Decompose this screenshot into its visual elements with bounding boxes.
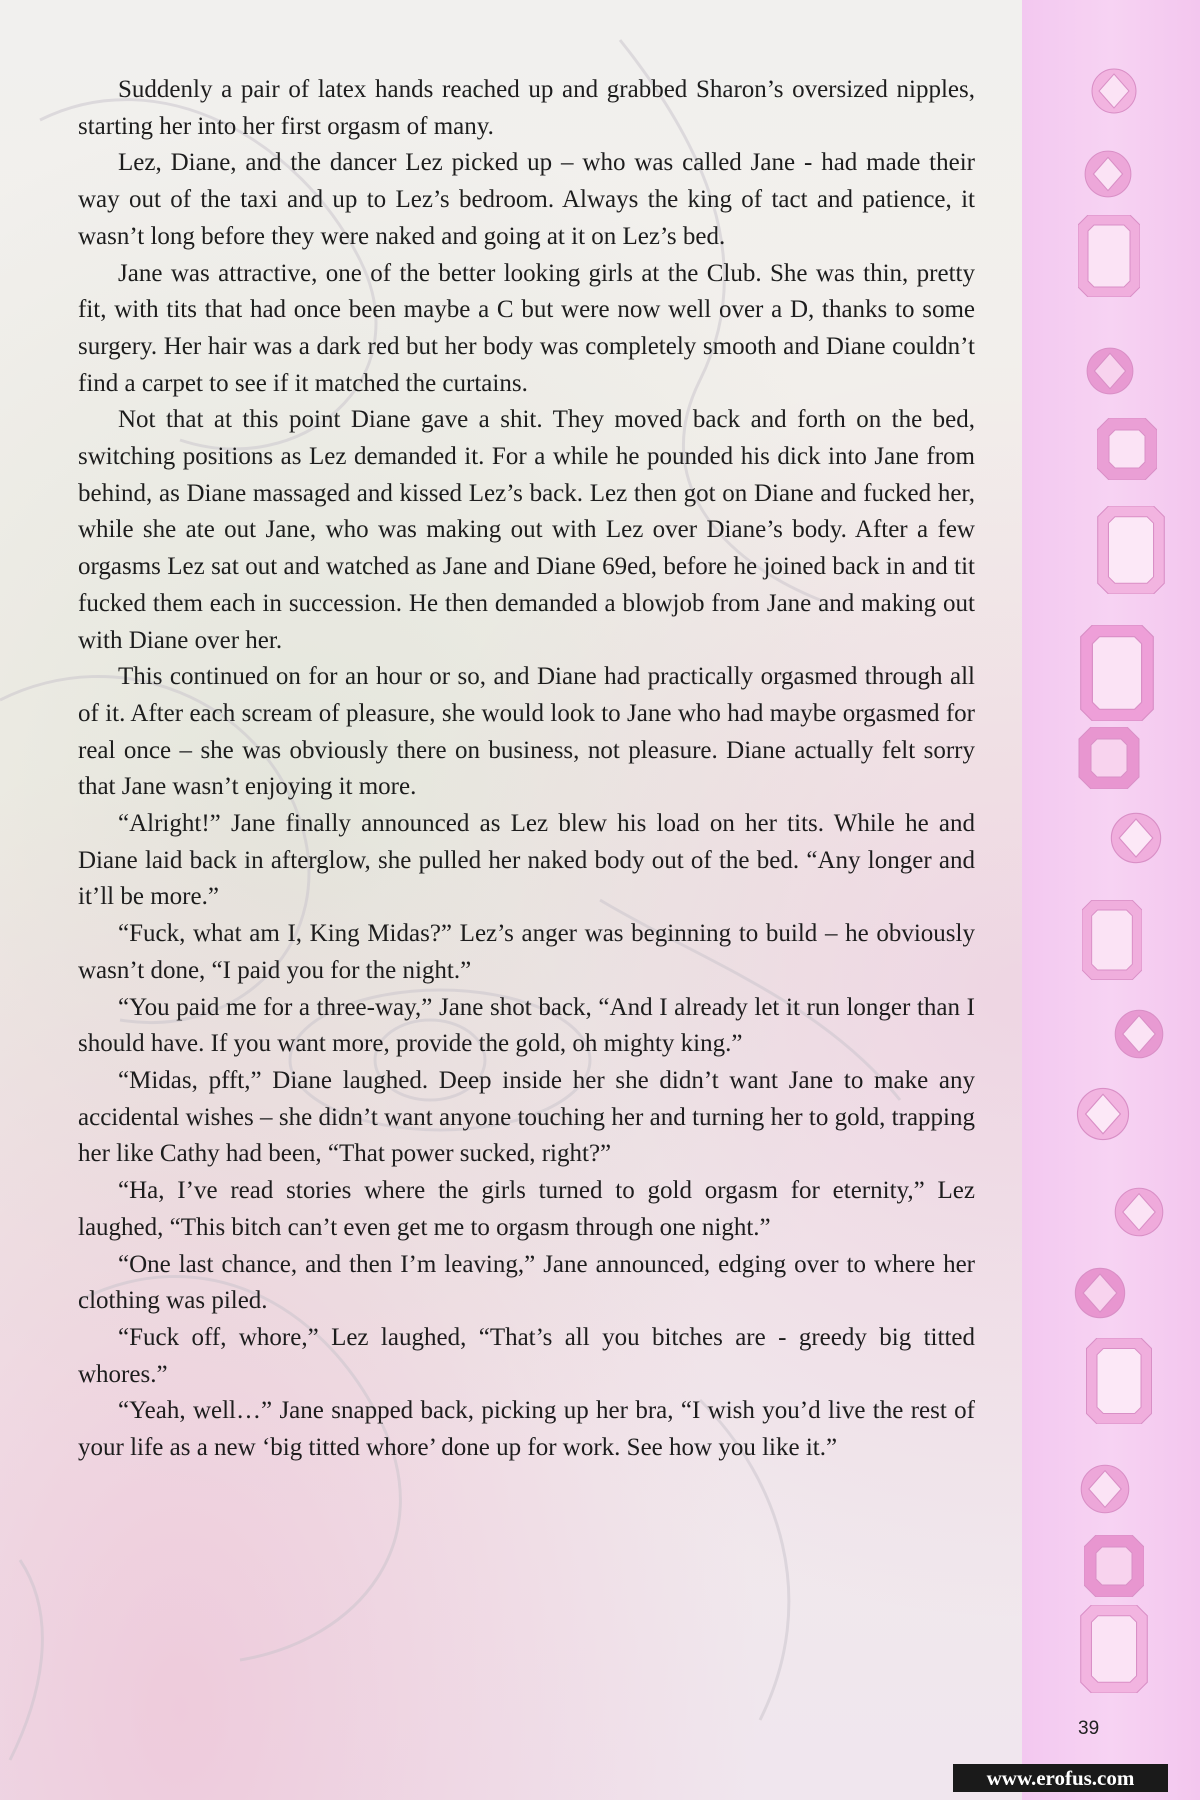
gem-round-icon — [1108, 810, 1164, 866]
gem-cushion-icon — [1078, 727, 1140, 789]
gem-round-icon — [1072, 1265, 1128, 1321]
gem-round-icon — [1112, 1007, 1166, 1061]
gem-round-icon — [1078, 1462, 1132, 1516]
gem-cushion-icon — [1097, 418, 1157, 480]
gem-cushion-icon — [1084, 1535, 1144, 1597]
paragraph: “Alright!” Jane finally announced as Lez blew his load on her tits. While he and Diane laid back in afterglow, she pulled her naked body out of the bed. “Any longer and it’ll be more.” — [78, 810, 975, 911]
paragraph: This continued on for an hour or so, and Diane had practically orgasmed through all of it. After each scream of pleasure, she would look to Jane who had maybe orgasmed for real once – she was obviously there on business, not pleasure. Diane actually felt sorry that Jane wasn’t enjoying it more. — [78, 663, 975, 801]
page-number: 39 — [1078, 1718, 1100, 1739]
paragraph: Not that at this point Diane gave a shit. They moved back and forth on the bed, switching positions as Lez demanded it. For a while he pounded his dick into Jane from behind, as Diane massaged and kissed Lez’s back. Lez then got on Diane and fucked her, while she ate out Jane, who was making out with Lez over Diane’s body. After a few orgasms Lez sat out and watched as Jane and Diane 69ed, before he joined back in and tit fucked them each in succession. He then demanded a blowjob from Jane and making out with Diane over her. — [78, 406, 975, 654]
story-text — [78, 72, 975, 1467]
gem-sidebar — [1022, 0, 1200, 1800]
gem-round-icon — [1112, 1185, 1166, 1239]
gem-round-icon — [1082, 148, 1134, 200]
site-watermark: www.erofus.com — [953, 1764, 1168, 1792]
gem-emerald-cut-icon — [1078, 215, 1140, 297]
paragraph: “Yeah, well…” Jane snapped back, picking up her bra, “I wish you’d live the rest of your life as a new ‘big titted whore’ done up for work. See how you like it.” — [78, 1397, 975, 1462]
paragraph: “You paid me for a three-way,” Jane shot back, “And I already let it run longer than I should have. If you want more, provide the gold, oh mighty king.” — [78, 993, 975, 1058]
gem-round-icon — [1089, 66, 1139, 116]
paragraph: “Fuck off, whore,” Lez laughed, “That’s all you bitches are - greedy big titted whores.” — [78, 1323, 975, 1388]
paragraph: Suddenly a pair of latex hands reached up and grabbed Sharon’s oversized nipples, starting her into her first orgasm of many. — [78, 76, 975, 140]
paragraph: Jane was attractive, one of the better looking girls at the Club. She was thin, pretty fit, with tits that had once been maybe a C but were now well over a D, thanks to some surgery. Her hair was a dark red but her body was completely smooth and Diane couldn’t find a carpet to see if it matched the curtains. — [78, 259, 975, 397]
paragraph: “Fuck, what am I, King Midas?” Lez’s anger was beginning to build – he obviously wasn’t done, “I paid you for the night.” — [78, 920, 975, 984]
paragraph: “Midas, pfft,” Diane laughed. Deep inside her she didn’t want Jane to make any accidental wishes – she didn’t want anyone touching her and turning her to gold, trapping her like Cathy had been, “That power sucked, right?” — [78, 1066, 975, 1168]
gem-emerald-cut-icon — [1096, 506, 1166, 594]
gem-round-icon — [1074, 1085, 1132, 1143]
gem-emerald-cut-icon — [1080, 625, 1154, 721]
paragraph: “Ha, I’ve read stories where the girls turned to gold orgasm for eternity,” Lez laughed, “This bitch can’t even get me to orgasm through one night.” — [78, 1177, 975, 1241]
paragraph: Lez, Diane, and the dancer Lez picked up – who was called Jane - had made their way out of the taxi and up to Lez’s bedroom. Always the king of tact and patience, it wasn’t long before they were naked and going at it on Lez’s bed. — [78, 149, 975, 250]
gem-emerald-cut-icon — [1080, 1605, 1148, 1693]
gem-round-icon — [1084, 345, 1136, 397]
gem-emerald-cut-icon — [1086, 1338, 1152, 1424]
paragraph: “One last chance, and then I’m leaving,” Jane announced, edging over to where her clothing was piled. — [78, 1250, 975, 1315]
gem-emerald-cut-icon — [1082, 900, 1142, 980]
